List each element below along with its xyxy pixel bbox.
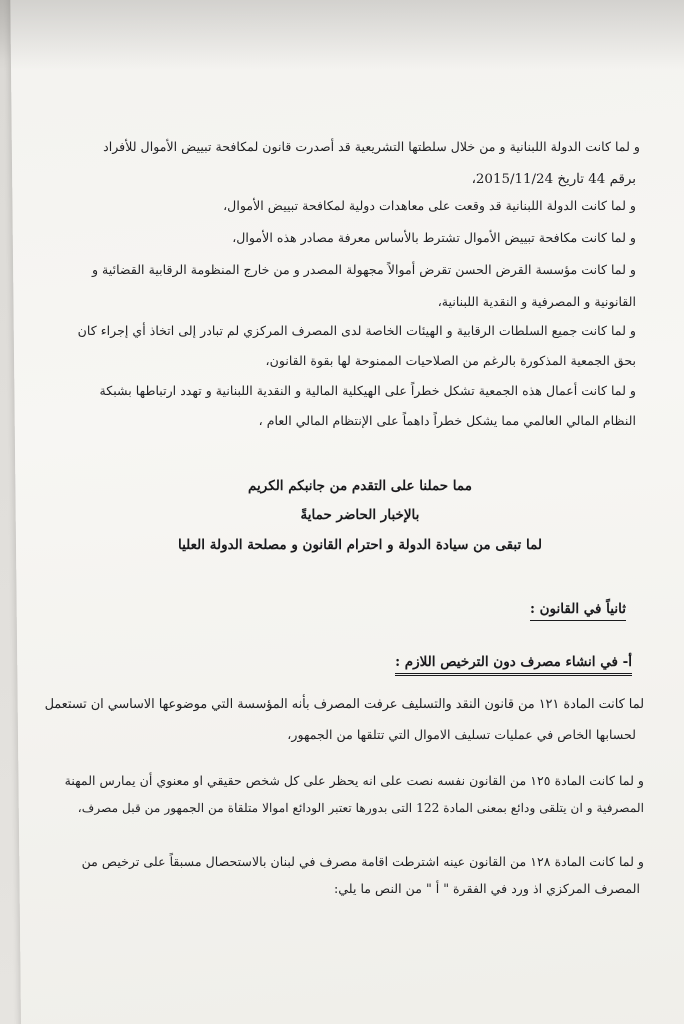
- law-paragraph-line-6: المصرف المركزي اذ ورد في الفقرة " أ " من النص ما يلي:: [334, 881, 640, 896]
- paragraph-line-2: برقم 44 تاريخ 2015/11/24،: [471, 172, 636, 187]
- centered-line-3: لما تبقى من سيادة الدولة و احترام القانون و مصلحة الدولة العليا: [178, 537, 542, 553]
- paragraph-line-8: بحق الجمعية المذكورة بالرغم من الصلاحيات الممنوحة لها بقوة القانون،: [265, 353, 636, 368]
- section-title: ثانياً في القانون :: [530, 601, 626, 621]
- law-paragraph-line-3: و لما كانت المادة ١٢٥ من القانون نفسه نصت على انه يحظر على كل شخص حقيقي او معنوي أن يمارس المهنة: [64, 773, 644, 788]
- centered-line-2: بالإخبار الحاضر حمايةً: [300, 507, 420, 523]
- law-paragraph-line-5: و لما كانت المادة ١٢٨ من القانون عينه اشترطت اقامة مصرف في لبنان بالاستحصال مسبقاً على ترخيص من: [81, 854, 644, 869]
- subsection-title: أ- في انشاء مصرف دون الترخيص اللازم :: [395, 654, 632, 676]
- paragraph-line-7: و لما كانت جميع السلطات الرقابية و الهيئات الخاصة لدى المصرف المركزي لم تبادر إلى اتخاذ أي إجراء كان: [77, 323, 636, 338]
- paragraph-line-9: و لما كانت أعمال هذه الجمعية تشكل خطراً على الهيكلية المالية و النقدية اللبنانية و تهدد ارتباطها بشبكة: [99, 383, 636, 398]
- law-paragraph-line-4: المصرفية و ان يتلقى ودائع بمعنى المادة 122 التى بدورها تعتبر الودائع اموالا متلقاة من الجمهور من قبل مصرف،: [77, 801, 644, 815]
- paragraph-line-4: و لما كانت مكافحة تبييض الأموال تشترط بالأساس معرفة مصادر هذه الأموال،: [232, 230, 636, 245]
- centered-line-1: مما حملنا على التقدم من جانبكم الكريم: [248, 478, 472, 494]
- paragraph-line-6: القانونية و المصرفية و النقدية اللبنانية،: [437, 294, 636, 309]
- paragraph-line-10: النظام المالي العالمي مما يشكل خطراً داهماً على الإنتظام المالي العام ،: [258, 413, 636, 428]
- paragraph-line-3: و لما كانت الدولة اللبنانية قد وقعت على معاهدات دولية لمكافحة تبييض الأموال،: [223, 198, 636, 213]
- law-paragraph-line-1: لما كانت المادة ١٢١ من قانون النقد والتسليف عرفت المصرف بأنه المؤسسة التي موضوعها الاساسي ان تستعمل: [44, 697, 644, 712]
- law-paragraph-line-2: لحسابها الخاص في عمليات تسليف الاموال التي تتلقها من الجمهور،: [287, 727, 636, 742]
- paragraph-line-1: و لما كانت الدولة اللبنانية و من خلال سلطتها التشريعية قد أصدرت قانون لمكافحة تبييض الأموال للأفراد: [103, 139, 640, 154]
- paragraph-line-5: و لما كانت مؤسسة القرض الحسن تقرض أموالاً مجهولة المصدر و من خارج المنظومة الرقابية القضائية و: [91, 262, 636, 277]
